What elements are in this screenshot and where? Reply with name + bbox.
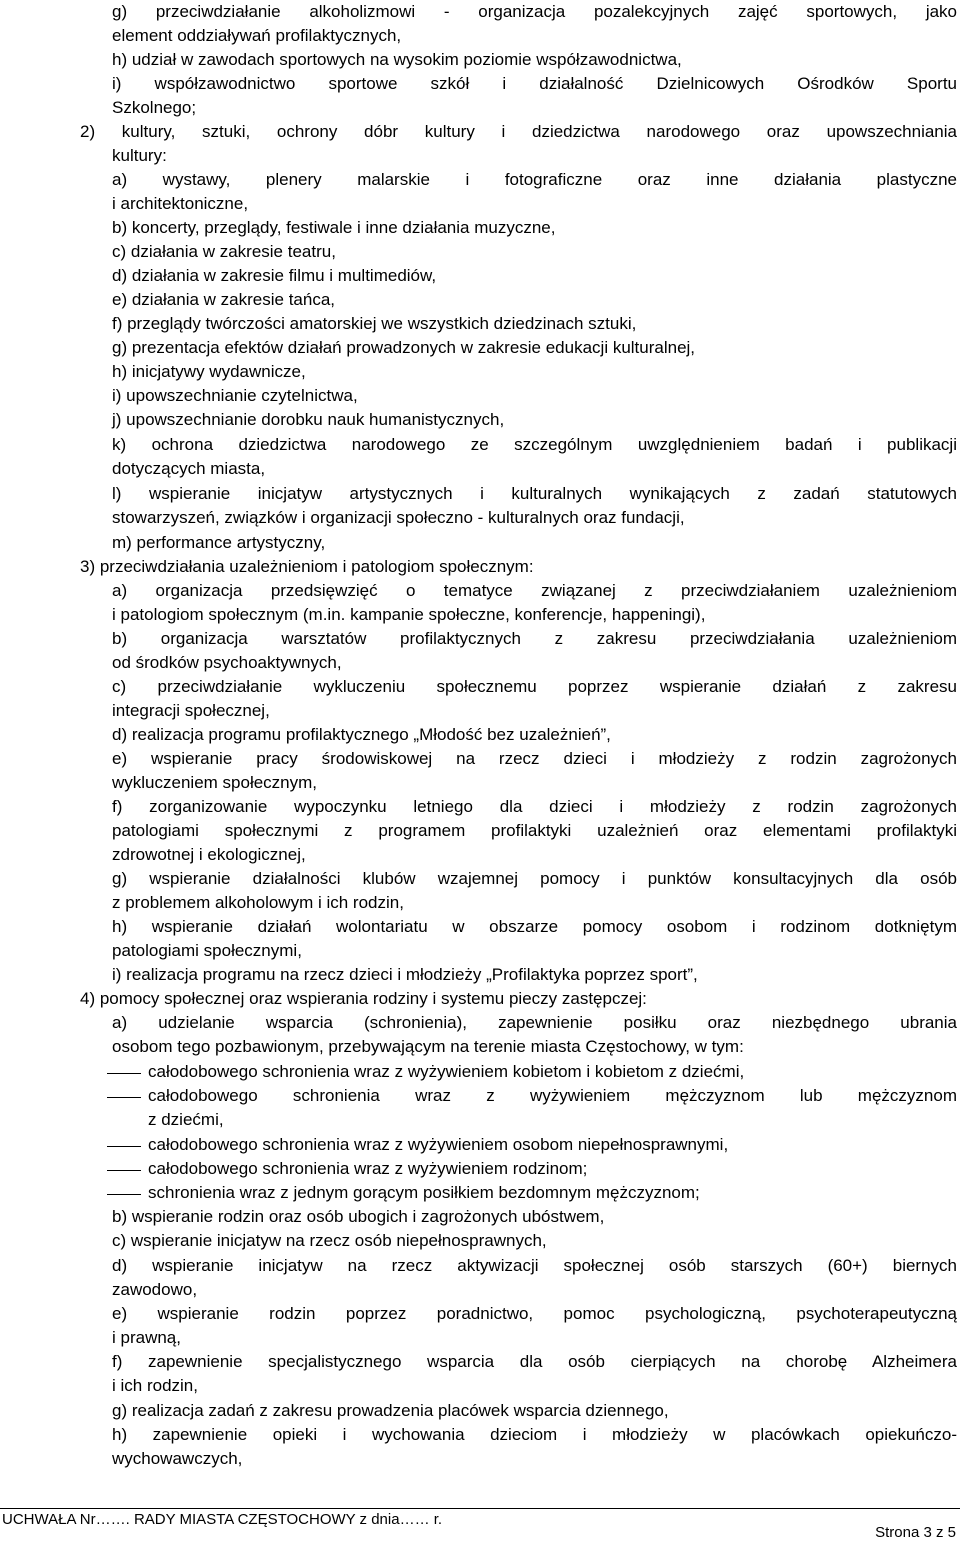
text-line: z problemem alkoholowym i ich rodzin, xyxy=(112,893,404,912)
text-line: 3) przeciwdziałania uzależnieniom i patologiom społecznym: xyxy=(80,557,534,576)
text-line: b) koncerty, przeglądy, festiwale i inne działania muzyczne, xyxy=(112,218,556,237)
text-line: 2) kultury, sztuki, ochrony dóbr kultury i dziedzictwa narodowego oraz upowszechniania xyxy=(80,122,957,141)
footer-separator xyxy=(0,1508,960,1509)
text-line: f) zorganizowanie wypoczynku letniego dla dzieci i młodzieży z rodzin zagrożonych xyxy=(112,797,957,816)
text-line: całodobowego schronienia wraz z wyżywieniem rodzinom; xyxy=(148,1159,588,1178)
text-line: wykluczeniem społecznym, xyxy=(112,773,318,792)
text-line: h) wspieranie działań wolontariatu w obszarze pomocy osobom i rodzinom dotkniętym xyxy=(112,917,957,936)
text-line: a) udzielanie wsparcia (schronienia), zapewnienie posiłku oraz niezbędnego ubrania xyxy=(112,1013,957,1032)
footer-document-title: UCHWAŁA Nr……. RADY MIASTA CZĘSTOCHOWY z dnia…… r. xyxy=(2,1511,443,1528)
text-line: c) przeciwdziałanie wykluczeniu społecznemu poprzez wspieranie działań z zakresu xyxy=(112,677,957,696)
text-line: e) działania w zakresie tańca, xyxy=(112,290,336,309)
text-line: stowarzyszeń, związków i organizacji społeczno - kulturalnych oraz fundacji, xyxy=(112,508,685,527)
text-line: integracji społecznej, xyxy=(112,701,270,720)
text-line: i) upowszechnianie czytelnictwa, xyxy=(112,386,358,405)
dash-bullet xyxy=(107,1194,141,1195)
text-line: b) wspieranie rodzin oraz osób ubogich i zagrożonych ubóstwem, xyxy=(112,1207,605,1226)
text-line: f) przeglądy twórczości amatorskiej we wszystkich dziedzinach sztuki, xyxy=(112,314,637,333)
text-line: g) realizacja zadań z zakresu prowadzenia placówek wsparcia dziennego, xyxy=(112,1401,669,1420)
page-number: Strona 3 z 5 xyxy=(875,1524,956,1541)
text-line: i prawną, xyxy=(112,1328,181,1347)
text-line: a) wystawy, plenery malarskie i fotograficzne oraz inne działania plastyczne xyxy=(112,170,957,189)
text-line: całodobowego schronienia wraz z wyżywieniem mężczyznom lub mężczyznom xyxy=(148,1086,957,1105)
text-line: e) wspieranie rodzin poprzez poradnictwo, pomoc psychologiczną, psychoterapeutyczną xyxy=(112,1304,957,1323)
dash-bullet xyxy=(107,1146,141,1147)
text-line: dotyczących miasta, xyxy=(112,459,266,478)
text-line: i patologiom społecznym (m.in. kampanie społeczne, konferencje, happeningi), xyxy=(112,605,706,624)
text-line: patologiami społecznymi z programem profilaktyki uzależnień oraz elementami profilaktyki xyxy=(112,821,957,840)
text-line: d) wspieranie inicjatyw na rzecz aktywizacji społecznej osób starszych (60+) biernych xyxy=(112,1256,957,1275)
text-line: kultury: xyxy=(112,146,167,165)
text-line: zdrowotnej i ekologicznej, xyxy=(112,845,306,864)
text-line: d) realizacja programu profilaktycznego „Młodość bez uzależnień”, xyxy=(112,725,611,744)
text-line: c) działania w zakresie teatru, xyxy=(112,242,336,261)
text-line: m) performance artystyczny, xyxy=(112,533,326,552)
text-line: całodobowego schronienia wraz z wyżywieniem kobietom i kobietom z dziećmi, xyxy=(148,1062,745,1081)
text-line: zawodowo, xyxy=(112,1280,198,1299)
text-line: patologiami społecznymi, xyxy=(112,941,302,960)
text-line: g) prezentacja efektów działań prowadzonych w zakresie edukacji kulturalnej, xyxy=(112,338,696,357)
text-line: i) realizacja programu na rzecz dzieci i młodzieży „Profilaktyka poprzez sport”, xyxy=(112,965,698,984)
text-line: g) przeciwdziałanie alkoholizmowi - organizacja pozalekcyjnych zajęć sportowych, jako xyxy=(112,2,957,21)
text-line: f) zapewnienie specjalistycznego wsparcia dla osób cierpiących na chorobę Alzheimera xyxy=(112,1352,957,1371)
text-line: h) inicjatywy wydawnicze, xyxy=(112,362,306,381)
text-line: l) wspieranie inicjatyw artystycznych i kulturalnych wynikających z zadań statutowych xyxy=(112,484,957,503)
dash-bullet xyxy=(107,1073,141,1074)
text-line: b) organizacja warsztatów profilaktycznych z zakresu przeciwdziałania uzależnieniom xyxy=(112,629,957,648)
text-line: całodobowego schronienia wraz z wyżywieniem osobom niepełnosprawnymi, xyxy=(148,1135,729,1154)
text-line: osobom tego pozbawionym, przebywającym na terenie miasta Częstochowy, w tym: xyxy=(112,1037,744,1056)
text-line: h) udział w zawodach sportowych na wysokim poziomie współzawodnictwa, xyxy=(112,50,682,69)
text-line: 4) pomocy społecznej oraz wspierania rodziny i systemu pieczy zastępczej: xyxy=(80,989,647,1008)
text-line: c) wspieranie inicjatyw na rzecz osób niepełnosprawnych, xyxy=(112,1231,547,1250)
text-line: z dziećmi, xyxy=(148,1110,224,1129)
text-line: h) zapewnienie opieki i wychowania dzieciom i młodzieży w placówkach opiekuńczo- xyxy=(112,1425,957,1444)
text-line: i ich rodzin, xyxy=(112,1376,198,1395)
text-line: j) upowszechnianie dorobku nauk humanistycznych, xyxy=(112,410,505,429)
text-line: i architektoniczne, xyxy=(112,194,249,213)
dash-bullet xyxy=(107,1097,141,1098)
dash-bullet xyxy=(107,1170,141,1171)
text-line: wychowawczych, xyxy=(112,1449,243,1468)
text-line: element oddziaływań profilaktycznych, xyxy=(112,26,402,45)
text-line: d) działania w zakresie filmu i multimediów, xyxy=(112,266,437,285)
text-line: g) wspieranie działalności klubów wzajemnej pomocy i punktów konsultacyjnych dla osób xyxy=(112,869,957,888)
text-line: od środków psychoaktywnych, xyxy=(112,653,342,672)
text-line: Szkolnego; xyxy=(112,98,197,117)
text-line: k) ochrona dziedzictwa narodowego ze szczególnym uwzględnieniem badań i publikacji xyxy=(112,435,957,454)
text-line: schronienia wraz z jednym gorącym posiłkiem bezdomnym mężczyznom; xyxy=(148,1183,700,1202)
text-line: e) wspieranie pracy środowiskowej na rzecz dzieci i młodzieży z rodzin zagrożonych xyxy=(112,749,957,768)
text-line: a) organizacja przedsięwzięć o tematyce związanej z przeciwdziałaniem uzależnieniom xyxy=(112,581,957,600)
text-line: i) współzawodnictwo sportowe szkół i działalność Dzielnicowych Ośrodków Sportu xyxy=(112,74,957,93)
